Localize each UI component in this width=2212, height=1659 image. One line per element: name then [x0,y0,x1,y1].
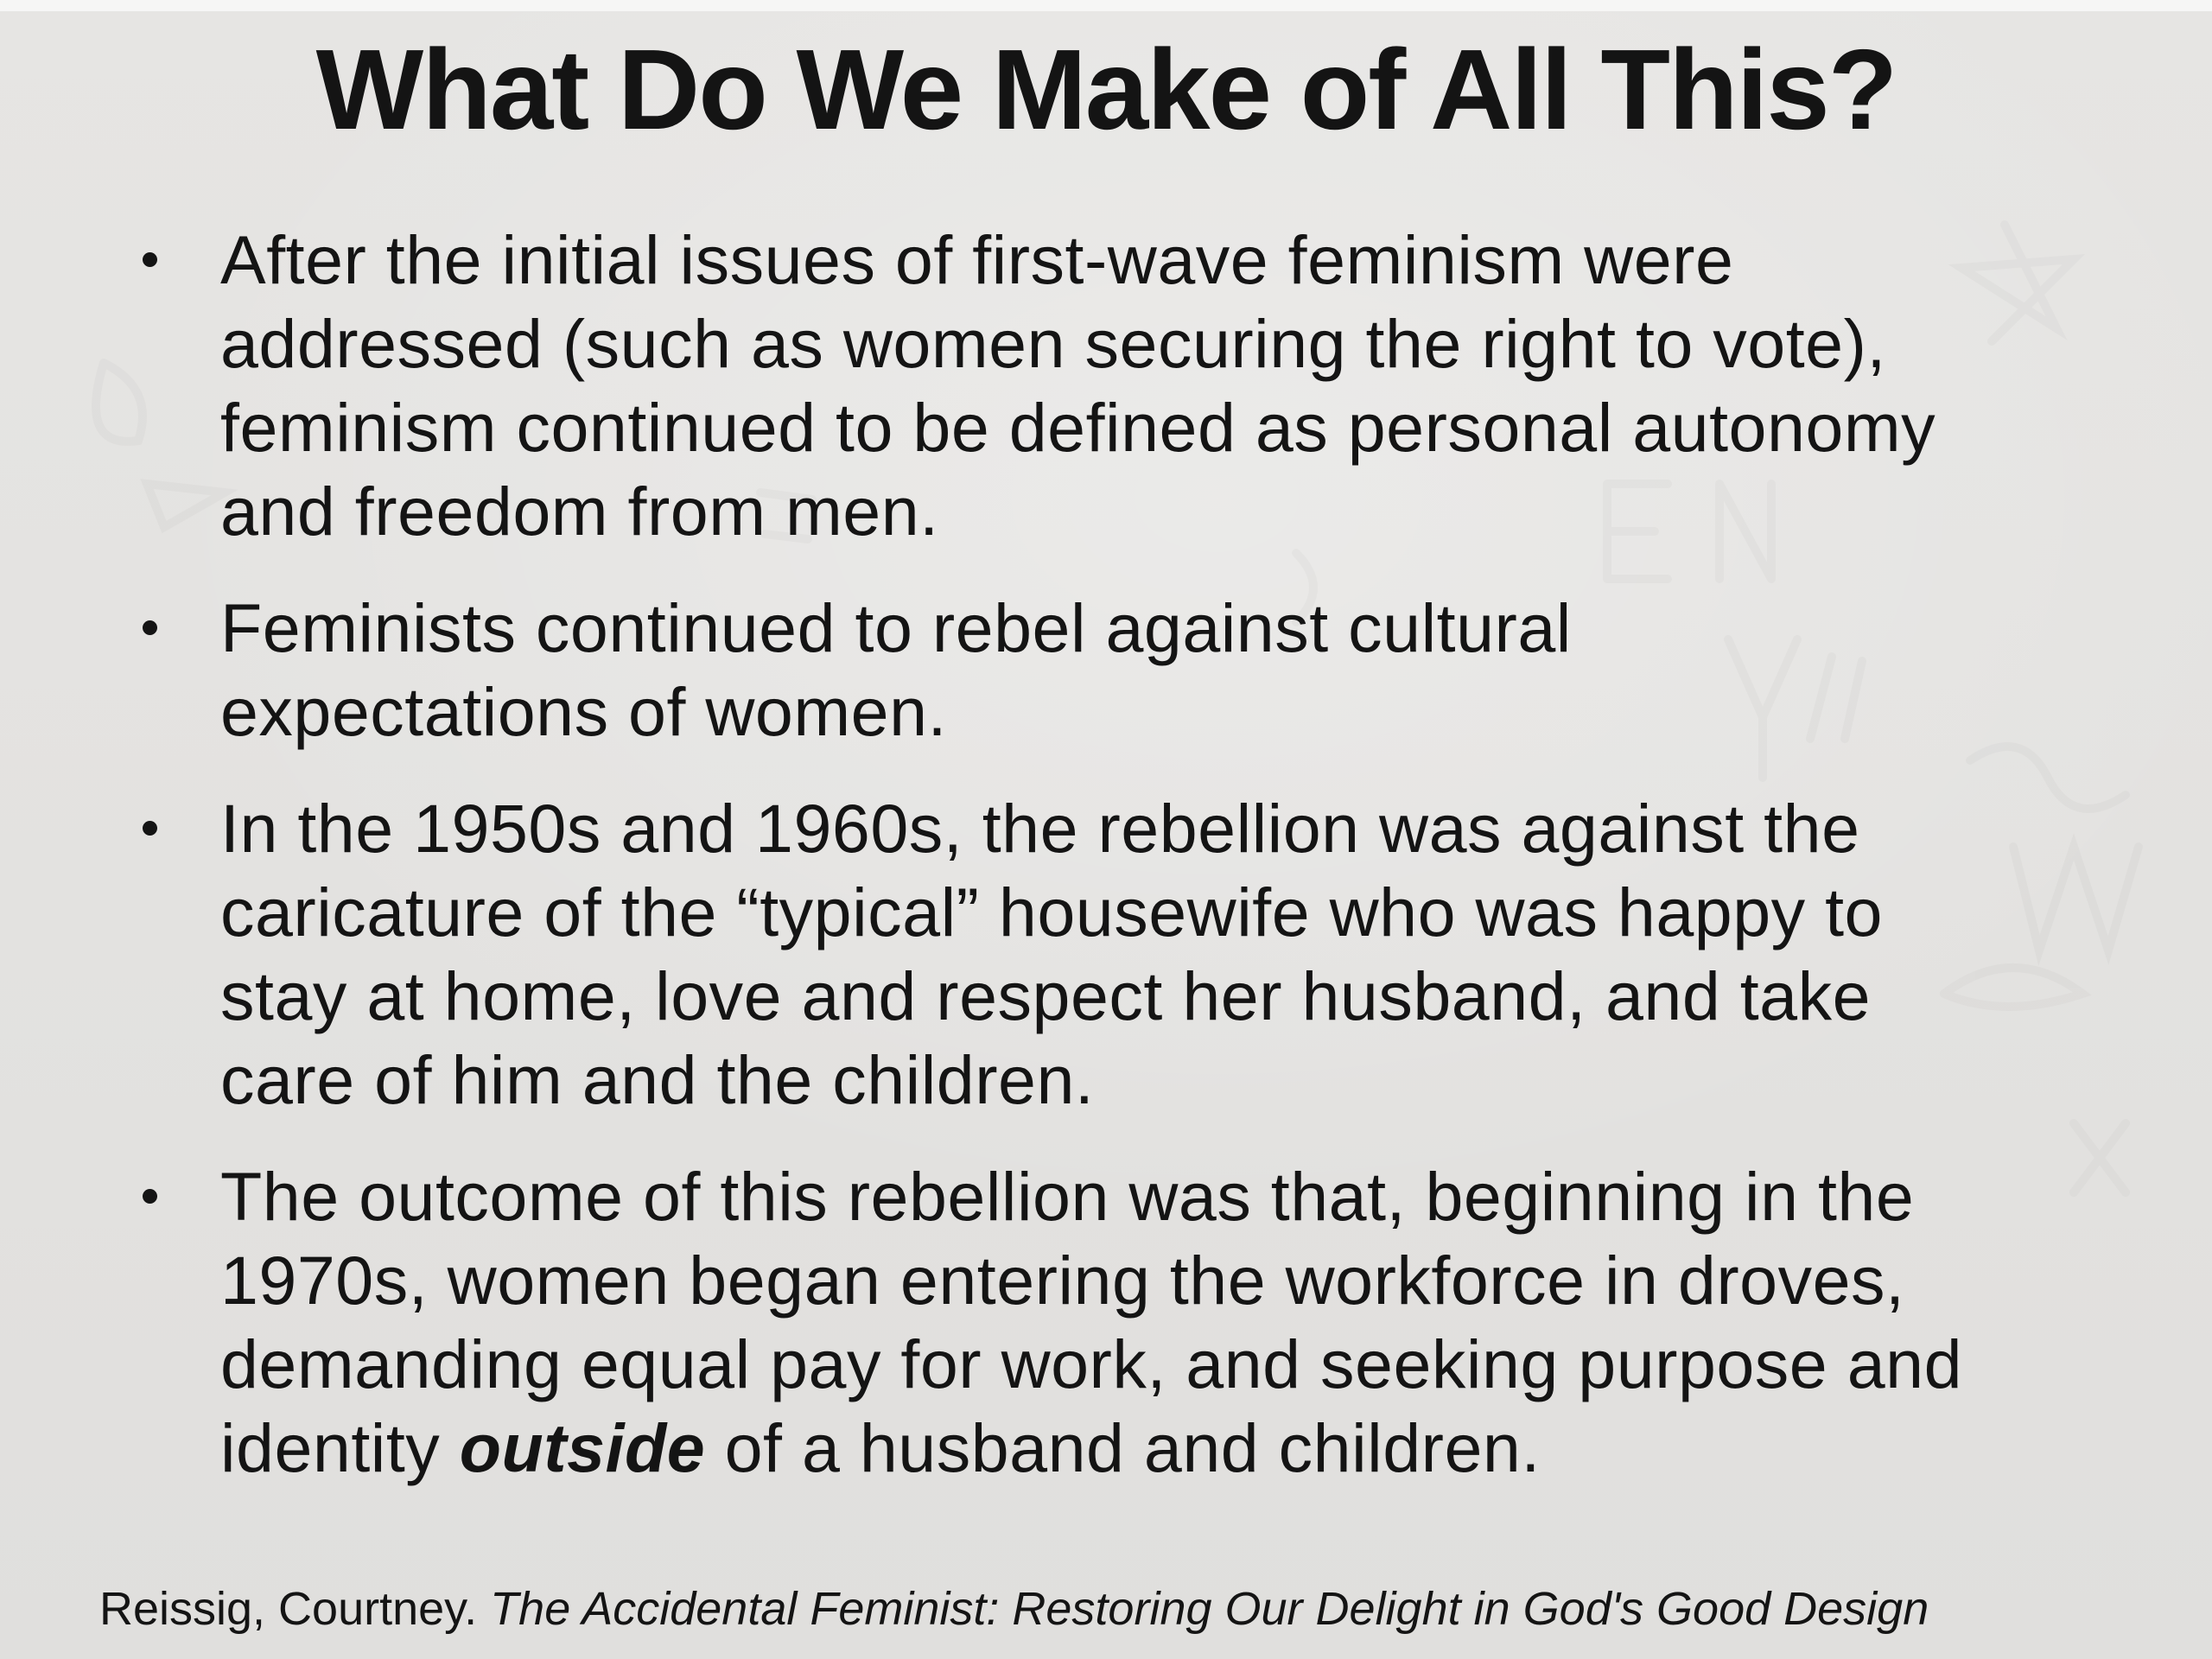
bullet-dot-icon [143,620,157,635]
bullet-4-line-2: 1970s, women began entering the workforce in droves, [220,1242,1905,1319]
citation [99,1581,1929,1637]
bullet-1-line-2: addressed (such as women securing the right to vote), [220,305,1886,382]
citation-author: Reissig, Courtney. [99,1583,491,1635]
bullet-4-line-4-prefix: identity [220,1409,460,1486]
top-edge-strip [0,0,2212,11]
bullet-item-2 [130,586,2160,753]
bullet-dot-icon [143,252,157,267]
bullet-2-line-1: Feminists continued to rebel against cultural [220,589,1572,666]
slide-title: What Do We Make of All This? [315,26,1897,153]
bullet-item-3 [130,786,2160,1122]
bullet-4-line-1: The outcome of this rebellion was that, beginning in the [220,1158,1915,1235]
bullet-4-line-3: demanding equal pay for work, and seeking purpose and [220,1325,1963,1402]
bullet-4-line-4-suffix: of a husband and children. [705,1409,1541,1486]
bullet-1-line-1: After the initial issues of first-wave feminism were [220,221,1734,298]
bullet-item-1 [130,218,2160,553]
bullet-3-line-3: stay at home, love and respect her husband, and take [220,957,1872,1034]
bullet-3-line-4: care of him and the children. [220,1041,1095,1118]
bullet-1-line-3: feminism continued to be defined as personal autonomy [220,389,1936,466]
bullet-list [130,218,2160,1522]
bullet-2-line-2: expectations of women. [220,673,947,750]
citation-work-title: The Accidental Feminist: Restoring Our Delight in God's Good Design [490,1583,1929,1635]
bullet-4-line-4 [220,1406,2160,1490]
bullet-3-line-2: caricature of the “typical” housewife who was happy to [220,874,1883,950]
bullet-dot-icon [143,821,157,836]
bullet-dot-icon [143,1189,157,1204]
bullet-3-line-1: In the 1950s and 1960s, the rebellion was against the [220,790,1860,867]
bullet-1-line-4: and freedom from men. [220,473,939,550]
bullet-4-line-4-emphasis: outside [459,1409,706,1486]
bullet-item-4 [130,1154,2160,1490]
